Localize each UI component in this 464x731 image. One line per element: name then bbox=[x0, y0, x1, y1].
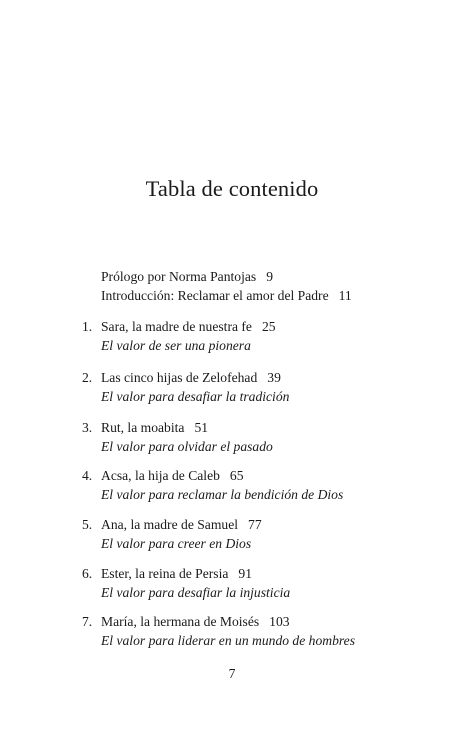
toc-page-number: 39 bbox=[267, 370, 281, 385]
toc-front-matter-introduction bbox=[101, 288, 352, 304]
chapter-subtitle: El valor para liderar en un mundo de hombres bbox=[101, 633, 355, 648]
toc-page-number: 51 bbox=[194, 420, 209, 435]
toc-front-matter-prologue bbox=[101, 269, 273, 285]
chapter-number: 6. bbox=[82, 566, 93, 581]
toc-page-number: 103 bbox=[269, 614, 290, 629]
chapter-subtitle: El valor de ser una pionera bbox=[101, 338, 251, 353]
toc-page-number: 77 bbox=[248, 517, 262, 532]
chapter-title: Las cinco hijas de Zelofehad bbox=[101, 370, 258, 385]
chapter-title: Sara, la madre de nuestra fe bbox=[101, 319, 252, 334]
toc-page-number: 9 bbox=[266, 269, 273, 284]
chapter-number: 4. bbox=[82, 468, 93, 483]
chapter-subtitle: El valor para reclamar la bendición de Dios bbox=[101, 487, 344, 502]
chapter-subtitle: El valor para olvidar el pasado bbox=[101, 439, 273, 454]
chapter-title: Acsa, la hija de Caleb bbox=[101, 468, 220, 483]
toc-entry-label: Prólogo por Norma Pantojas bbox=[101, 269, 257, 284]
chapter-subtitle: El valor para creer en Dios bbox=[101, 536, 252, 551]
chapter-number: 2. bbox=[82, 370, 93, 385]
chapter-subtitle: El valor para desafiar la tradición bbox=[101, 389, 290, 404]
chapter-title: María, la hermana de Moisés bbox=[101, 614, 260, 629]
toc-page-number: 65 bbox=[229, 468, 244, 483]
chapter-title: Rut, la moabita bbox=[101, 420, 185, 435]
page-title: Tabla de contenido bbox=[145, 176, 319, 201]
chapter-title: Ester, la reina de Persia bbox=[101, 566, 229, 581]
chapter-number: 1. bbox=[82, 319, 93, 334]
chapter-subtitle: El valor para desafiar la injusticia bbox=[101, 585, 291, 600]
toc-page-number: 25 bbox=[261, 319, 276, 334]
toc-entry-label: Introducción: Reclamar el amor del Padre bbox=[101, 288, 329, 303]
toc-page-number: 91 bbox=[238, 566, 253, 581]
chapter-number: 7. bbox=[82, 614, 93, 629]
chapter-number: 5. bbox=[82, 517, 93, 532]
chapter-title: Ana, la madre de Samuel bbox=[101, 517, 239, 532]
chapter-number: 3. bbox=[82, 420, 93, 435]
toc-page-number: 11 bbox=[338, 288, 352, 303]
page-number-folio: 7 bbox=[228, 666, 236, 681]
